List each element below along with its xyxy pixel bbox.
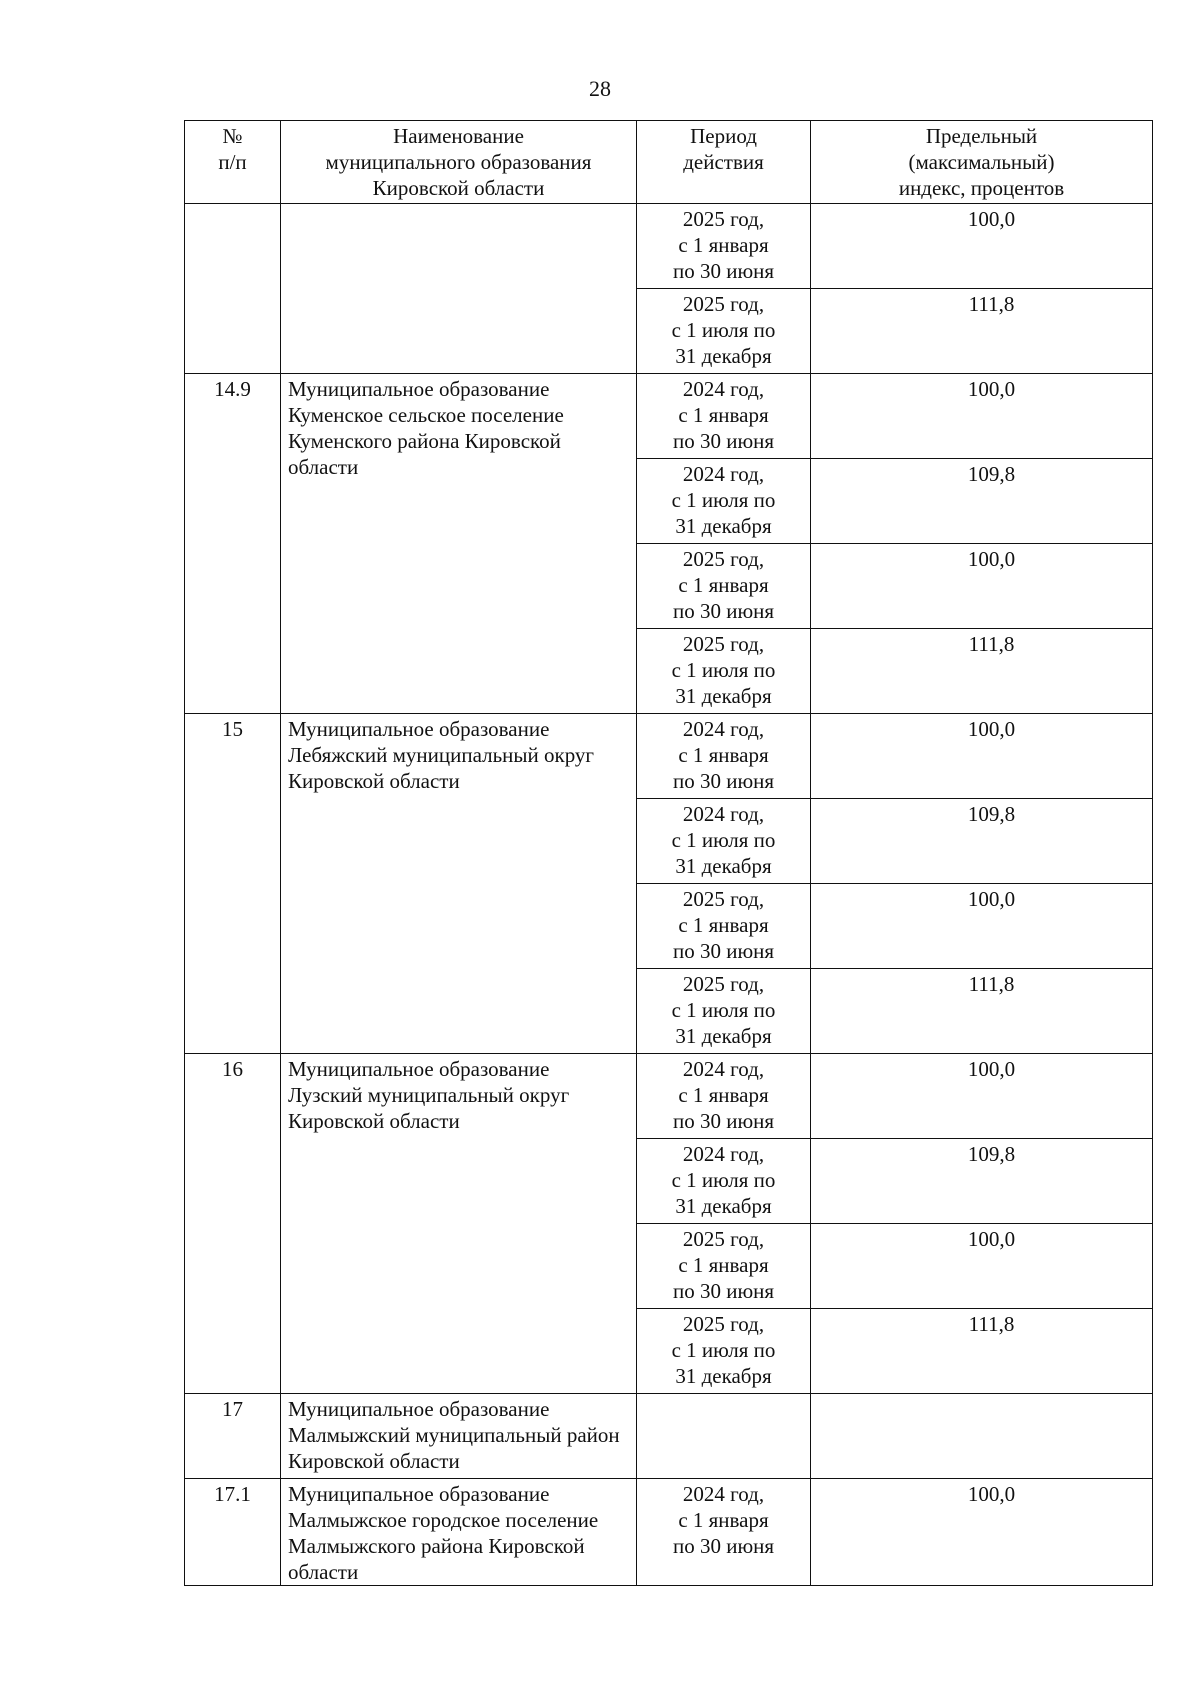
table-header-row [185, 121, 1153, 204]
tariff-index-table [184, 120, 1153, 1586]
period-cell: 2024 год, с 1 июля по 31 декабря [637, 1139, 811, 1224]
row-name-cell: Муниципальное образование Лебяжский муниципальный округ Кировской области [281, 714, 637, 1054]
period-cell: 2025 год, с 1 января по 30 июня [637, 204, 811, 289]
index-cell: 111,8 [811, 629, 1153, 714]
header-period: Период действия [637, 121, 811, 204]
index-cell [811, 1394, 1153, 1479]
row-name-cell [281, 204, 637, 374]
period-cell: 2025 год, с 1 января по 30 июня [637, 544, 811, 629]
index-cell: 111,8 [811, 1309, 1153, 1394]
index-cell: 111,8 [811, 969, 1153, 1054]
period-cell: 2025 год, с 1 января по 30 июня [637, 1224, 811, 1309]
period-cell: 2025 год, с 1 июля по 31 декабря [637, 1309, 811, 1394]
period-cell: 2024 год, с 1 января по 30 июня [637, 374, 811, 459]
row-name-cell: Муниципальное образование Лузский муниципальный округ Кировской области [281, 1054, 637, 1394]
index-cell: 100,0 [811, 1479, 1153, 1586]
page-number: 28 [589, 76, 611, 101]
header-name: Наименование муниципального образования Кировской области [281, 121, 637, 204]
row-number-cell: 17.1 [185, 1479, 281, 1586]
index-cell: 100,0 [811, 884, 1153, 969]
index-cell: 100,0 [811, 714, 1153, 799]
period-cell: 2024 год, с 1 января по 30 июня [637, 714, 811, 799]
index-cell: 109,8 [811, 459, 1153, 544]
period-cell [637, 1394, 811, 1479]
table-row [185, 1394, 1153, 1479]
period-cell: 2025 год, с 1 января по 30 июня [637, 884, 811, 969]
row-number-cell [185, 204, 281, 374]
period-cell: 2024 год, с 1 января по 30 июня [637, 1479, 811, 1586]
index-cell: 109,8 [811, 1139, 1153, 1224]
table-row [185, 1479, 1153, 1586]
period-cell: 2024 год, с 1 июля по 31 декабря [637, 459, 811, 544]
index-cell: 109,8 [811, 799, 1153, 884]
index-cell: 100,0 [811, 374, 1153, 459]
table-row [185, 1054, 1153, 1139]
row-name-cell: Муниципальное образование Куменское сельское поселение Куменского района Кировской области [281, 374, 637, 714]
index-cell: 100,0 [811, 1054, 1153, 1139]
header-number: № п/п [185, 121, 281, 204]
header-index: Предельный (максимальный) индекс, процентов [811, 121, 1153, 204]
table-row [185, 714, 1153, 799]
period-cell: 2024 год, с 1 июля по 31 декабря [637, 799, 811, 884]
row-number-cell: 15 [185, 714, 281, 1054]
period-cell: 2025 год, с 1 июля по 31 декабря [637, 629, 811, 714]
period-cell: 2024 год, с 1 января по 30 июня [637, 1054, 811, 1139]
period-cell: 2025 год, с 1 июля по 31 декабря [637, 969, 811, 1054]
row-name-cell: Муниципальное образование Малмыжское городское поселение Малмыжского района Кировской области [281, 1479, 637, 1586]
index-cell: 100,0 [811, 544, 1153, 629]
index-cell: 111,8 [811, 289, 1153, 374]
table-row [185, 204, 1153, 289]
table-row [185, 374, 1153, 459]
row-number-cell: 14.9 [185, 374, 281, 714]
row-number-cell: 17 [185, 1394, 281, 1479]
row-number-cell: 16 [185, 1054, 281, 1394]
row-name-cell: Муниципальное образование Малмыжский муниципальный район Кировской области [281, 1394, 637, 1479]
period-cell: 2025 год, с 1 июля по 31 декабря [637, 289, 811, 374]
index-cell: 100,0 [811, 1224, 1153, 1309]
index-cell: 100,0 [811, 204, 1153, 289]
